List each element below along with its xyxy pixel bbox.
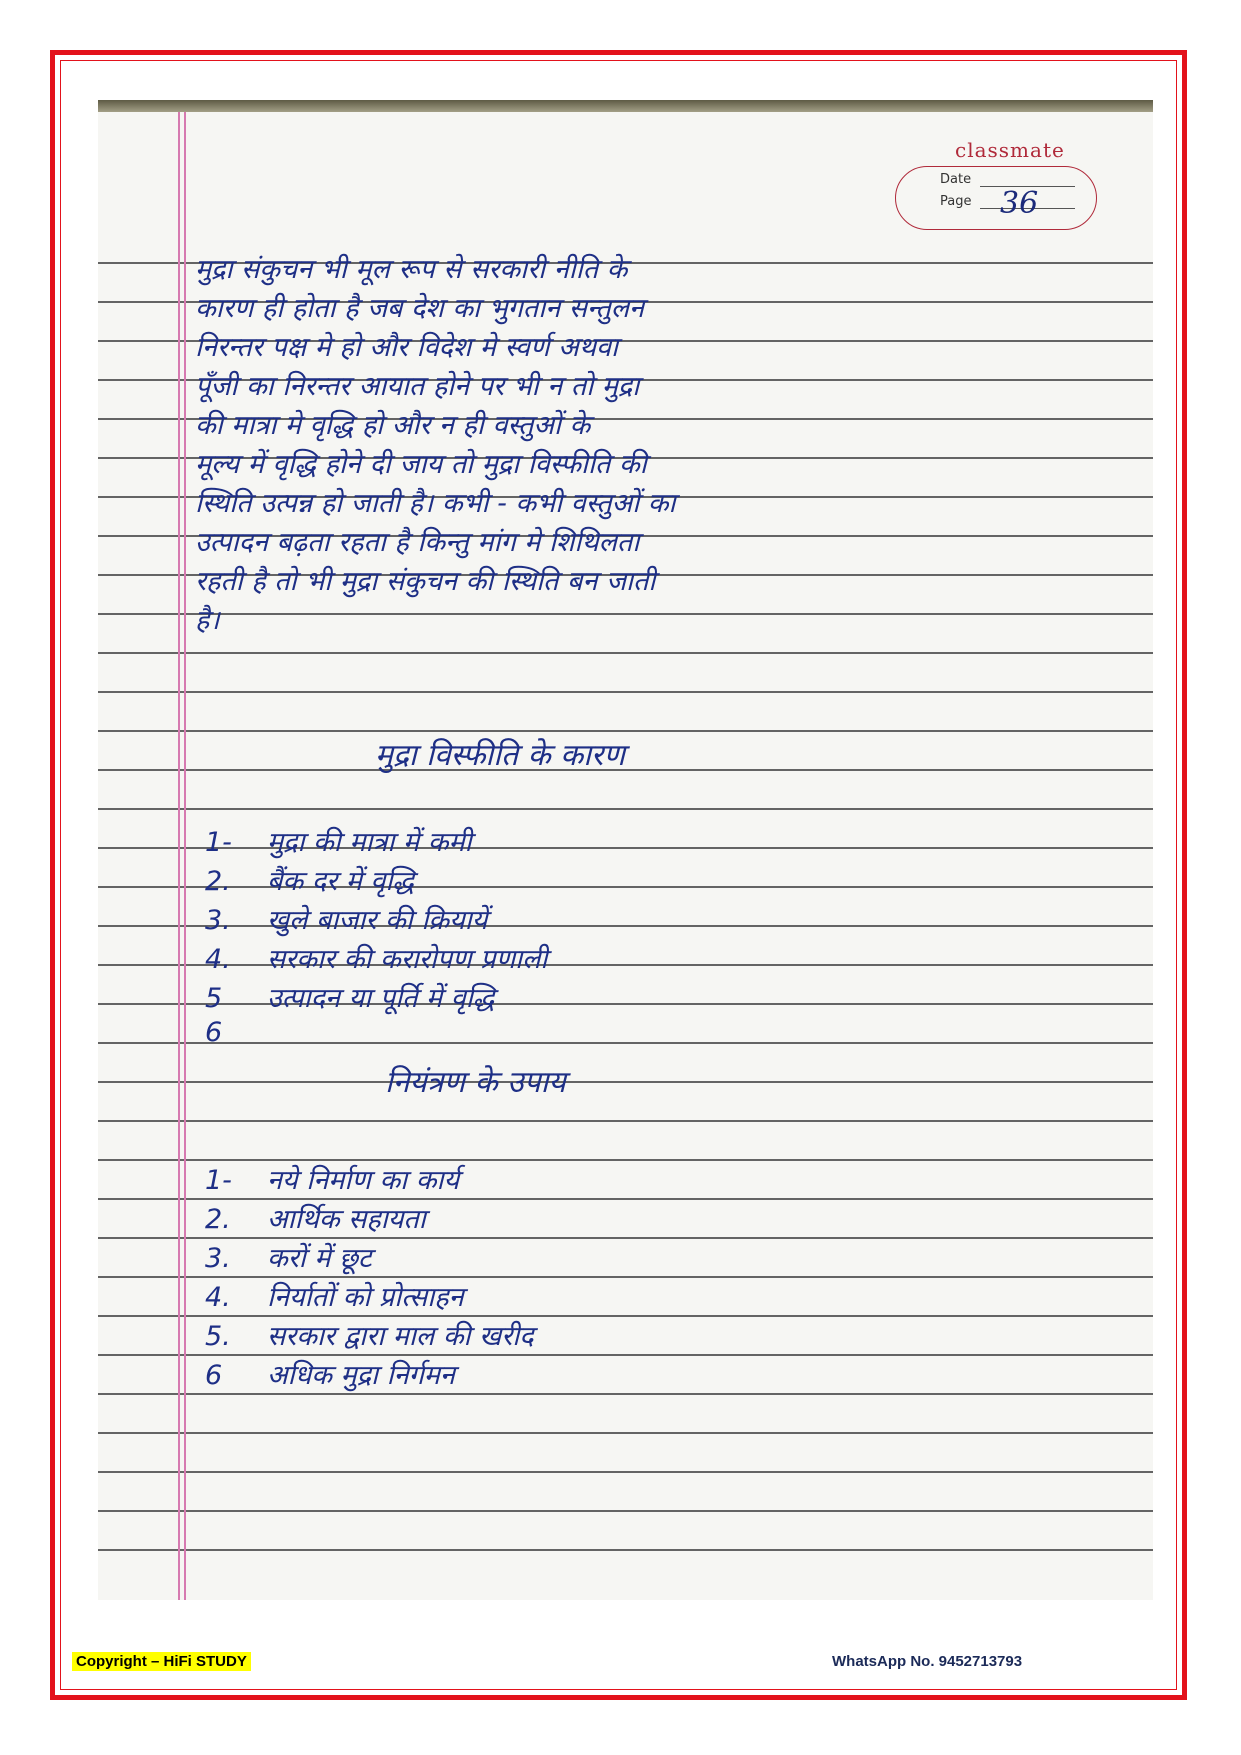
ruled-line xyxy=(98,769,1153,771)
paragraph xyxy=(195,250,1100,640)
paragraph-line: उत्पादन बढ़ता रहता है किन्तु मांग मे शिथिलता xyxy=(195,527,640,558)
paragraph-line: की मात्रा मे वृद्धि हो और न ही वस्तुओं के xyxy=(195,410,591,441)
list-item-text: सरकार द्वारा माल की खरीद xyxy=(267,1321,534,1352)
section-heading-causes: मुद्रा विस्फीति के कारण xyxy=(375,738,625,773)
paragraph-line: मुद्रा संकुचन भी मूल रूप से सरकारी नीति के xyxy=(195,254,628,285)
list-item-number: 1- xyxy=(205,827,232,858)
page-label: Page xyxy=(940,194,972,209)
ruled-line xyxy=(98,691,1153,693)
list-item-text: मुद्रा की मात्रा में कमी xyxy=(267,827,472,858)
list-item xyxy=(205,1160,459,1197)
list-item xyxy=(205,900,487,937)
list-item-text: आर्थिक सहायता xyxy=(267,1204,426,1235)
list-item xyxy=(205,939,547,976)
ruled-line xyxy=(98,1393,1153,1395)
list-item xyxy=(205,1238,372,1275)
list-item-number: 3. xyxy=(205,905,231,936)
list-item-text: निर्यातों को प्रोत्साहन xyxy=(267,1282,464,1313)
paragraph-line: निरन्तर पक्ष मे हो और विदेश मे स्वर्ण अथवा xyxy=(195,332,619,363)
paragraph-line: स्थिति उत्पन्न हो जाती है। कभी - कभी वस्तुओं का xyxy=(195,488,676,519)
page-number: 36 xyxy=(1000,186,1039,221)
paragraph-line: पूँजी का निरन्तर आयात होने पर भी न तो मुद्रा xyxy=(195,371,640,402)
list-item-number: 5 xyxy=(205,983,223,1014)
list-item xyxy=(205,822,472,859)
list-item-number: 1- xyxy=(205,1165,232,1196)
list-item-text: उत्पादन या पूर्ति में वृद्धि xyxy=(267,983,495,1014)
section-heading-control: नियंत्रण के उपाय xyxy=(385,1065,566,1100)
list-item-number: 2. xyxy=(205,866,231,897)
date-page-box xyxy=(895,166,1097,230)
list-item-number: 2. xyxy=(205,1204,231,1235)
ruled-line xyxy=(98,730,1153,732)
notebook-top-edge xyxy=(98,100,1153,112)
list-item-text: सरकार की करारोपण प्रणाली xyxy=(267,944,548,975)
list-item-number: 4. xyxy=(205,1282,231,1313)
margin-line xyxy=(178,112,180,1600)
list-item-text: खुले बाजार की क्रियायें xyxy=(267,905,488,936)
list-item-number: 3. xyxy=(205,1243,231,1274)
list-item xyxy=(205,1316,534,1353)
date-label: Date xyxy=(940,172,972,187)
margin-line xyxy=(184,112,186,1600)
list-item-number: 5. xyxy=(205,1321,231,1352)
list-item-text: करों में छूट xyxy=(267,1243,372,1274)
ruled-line xyxy=(98,1081,1153,1083)
brand-logo-text: classmate xyxy=(955,138,1065,162)
paragraph-line: रहती है तो भी मुद्रा संकुचन की स्थिति बन जाती xyxy=(195,566,656,597)
paragraph-line: मूल्य में वृद्धि होने दी जाय तो मुद्रा विस्फीति की xyxy=(195,449,647,480)
ruled-line xyxy=(98,652,1153,654)
list-item-text: नये निर्माण का कार्य xyxy=(267,1165,460,1196)
ruled-line xyxy=(98,1471,1153,1473)
list-item xyxy=(205,1199,426,1236)
ruled-line xyxy=(98,1432,1153,1434)
list-item xyxy=(205,1277,464,1314)
paragraph-line: कारण ही होता है जब देश का भुगतान सन्तुलन xyxy=(195,293,645,324)
ruled-line xyxy=(98,1549,1153,1551)
list-item-number: 4. xyxy=(205,944,231,975)
list-item xyxy=(205,861,414,898)
list-item xyxy=(205,1017,267,1048)
whatsapp-contact: WhatsApp No. 9452713793 xyxy=(832,1653,1023,1670)
list-item xyxy=(205,1355,455,1392)
list-item xyxy=(205,978,494,1015)
ruled-line xyxy=(98,1510,1153,1512)
paragraph-line: है। xyxy=(195,605,220,636)
copyright-label: Copyright – HiFi STUDY xyxy=(72,1652,251,1671)
list-item-number: 6 xyxy=(205,1360,223,1391)
ruled-line xyxy=(98,1120,1153,1122)
ruled-line xyxy=(98,808,1153,810)
list-item-number: 6 xyxy=(205,1017,223,1048)
list-item-text: बैंक दर में वृद्धि xyxy=(267,866,415,897)
list-item-text: अधिक मुद्रा निर्गमन xyxy=(267,1360,455,1391)
